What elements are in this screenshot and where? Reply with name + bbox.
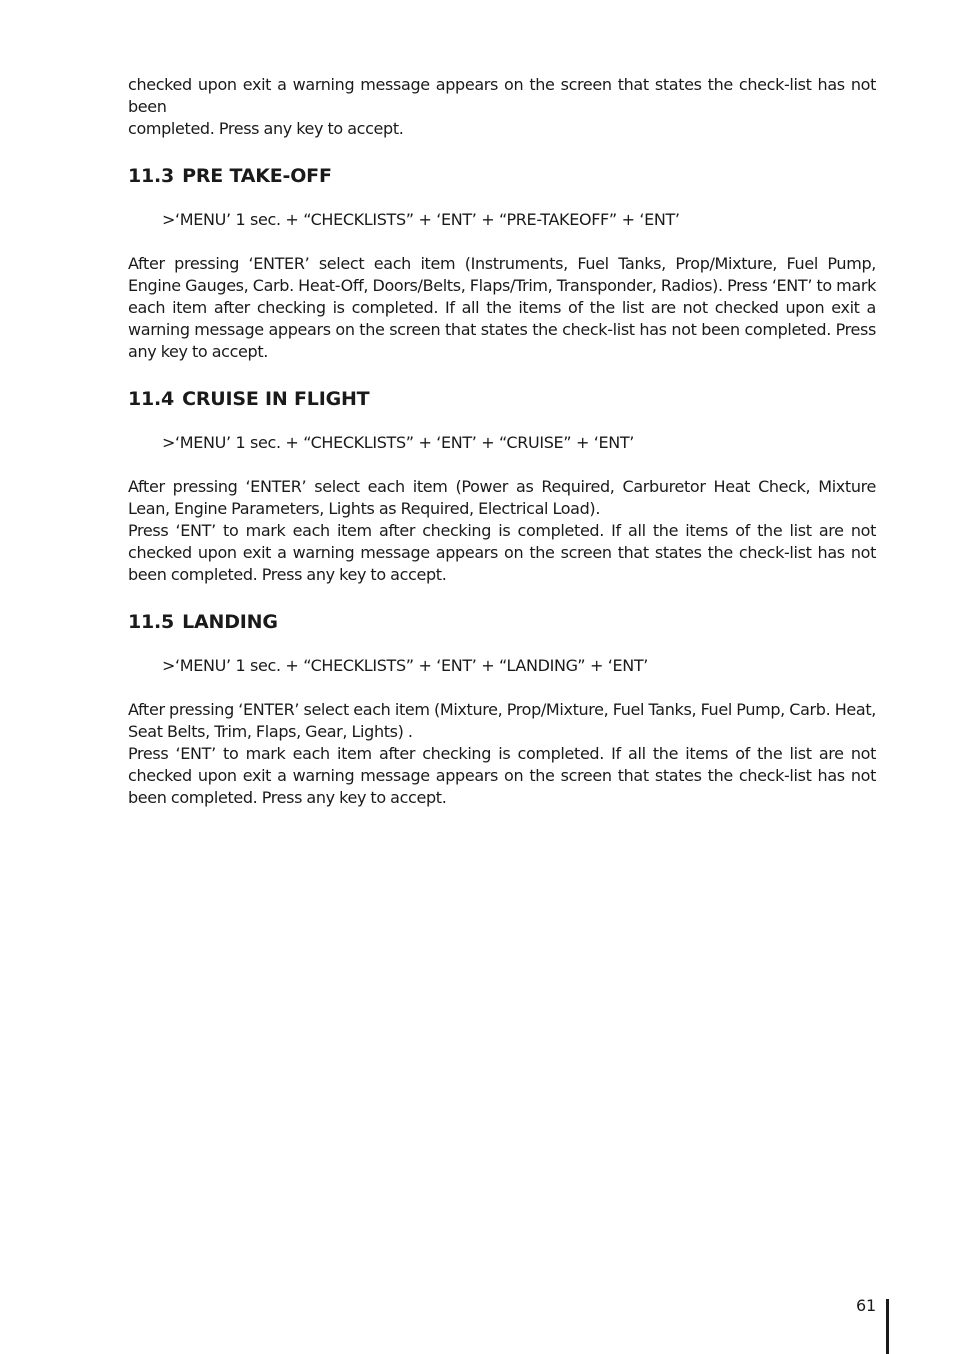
intro-paragraph xyxy=(128,74,876,140)
paragraph-cruise-items: After pressing ‘ENTER’ select each item (Power as Required, Carburetor Heat Check, Mixture Lean, Engine Parameters, Lights as Required, Electrical Load). xyxy=(128,477,876,518)
intro-line-1: checked upon exit a warning message appears on the screen that states the check-list has not been xyxy=(128,75,876,116)
paragraph-landing-items: After pressing ‘ENTER’ select each item (Mixture, Prop/Mixture, Fuel Tanks, Fuel Pump, Carb. Heat, Seat Belts, Trim, Flaps, Gear, Lights) . xyxy=(128,700,876,741)
section-title: LANDING xyxy=(182,611,278,633)
section-heading-cruise xyxy=(128,388,876,410)
intro-line-2: completed. Press any key to accept. xyxy=(128,119,404,138)
section-heading-pre-takeoff xyxy=(128,165,876,187)
command-cruise: >‘MENU’ 1 sec. + “CHECKLISTS” + ‘ENT’ + “CRUISE” + ‘ENT’ xyxy=(162,433,635,452)
command-pre-takeoff: >‘MENU’ 1 sec. + “CHECKLISTS” + ‘ENT’ + “PRE-TAKEOFF” + ‘ENT’ xyxy=(162,210,680,229)
paragraph-pre-takeoff: After pressing ‘ENTER’ select each item (Instruments, Fuel Tanks, Prop/Mixture, Fuel Pump, Engine Gauges, Carb. Heat-Off, Doors/Belts, Flaps/Trim, Transponder, Radios). Press ‘ENT’ to mark each item after checking is completed. If all the items of the list are not checked upon exit a warning message appears on the screen that states the check-list has not been completed. Press any key to accept. xyxy=(128,254,876,361)
paragraph-landing-instructions: Press ‘ENT’ to mark each item after checking is completed. If all the items of the list are not checked upon exit a warning message appears on the screen that states the check-list has not been completed. Press any key to accept. xyxy=(128,744,876,807)
section-heading-landing xyxy=(128,611,876,633)
section-title: PRE TAKE-OFF xyxy=(182,165,332,187)
section-title: CRUISE IN FLIGHT xyxy=(182,388,370,410)
paragraph-cruise-instructions: Press ‘ENT’ to mark each item after checking is completed. If all the items of the list are not checked upon exit a warning message appears on the screen that states the check-list has not been completed. Press any key to accept. xyxy=(128,521,876,584)
page-content xyxy=(128,74,876,809)
page-number: 61 xyxy=(856,1296,876,1315)
page-edge-bar xyxy=(886,1299,889,1354)
section-number: 11.5 xyxy=(128,611,175,633)
section-number: 11.3 xyxy=(128,165,175,187)
section-number: 11.4 xyxy=(128,388,175,410)
command-landing: >‘MENU’ 1 sec. + “CHECKLISTS” + ‘ENT’ + “LANDING” + ‘ENT’ xyxy=(162,656,649,675)
